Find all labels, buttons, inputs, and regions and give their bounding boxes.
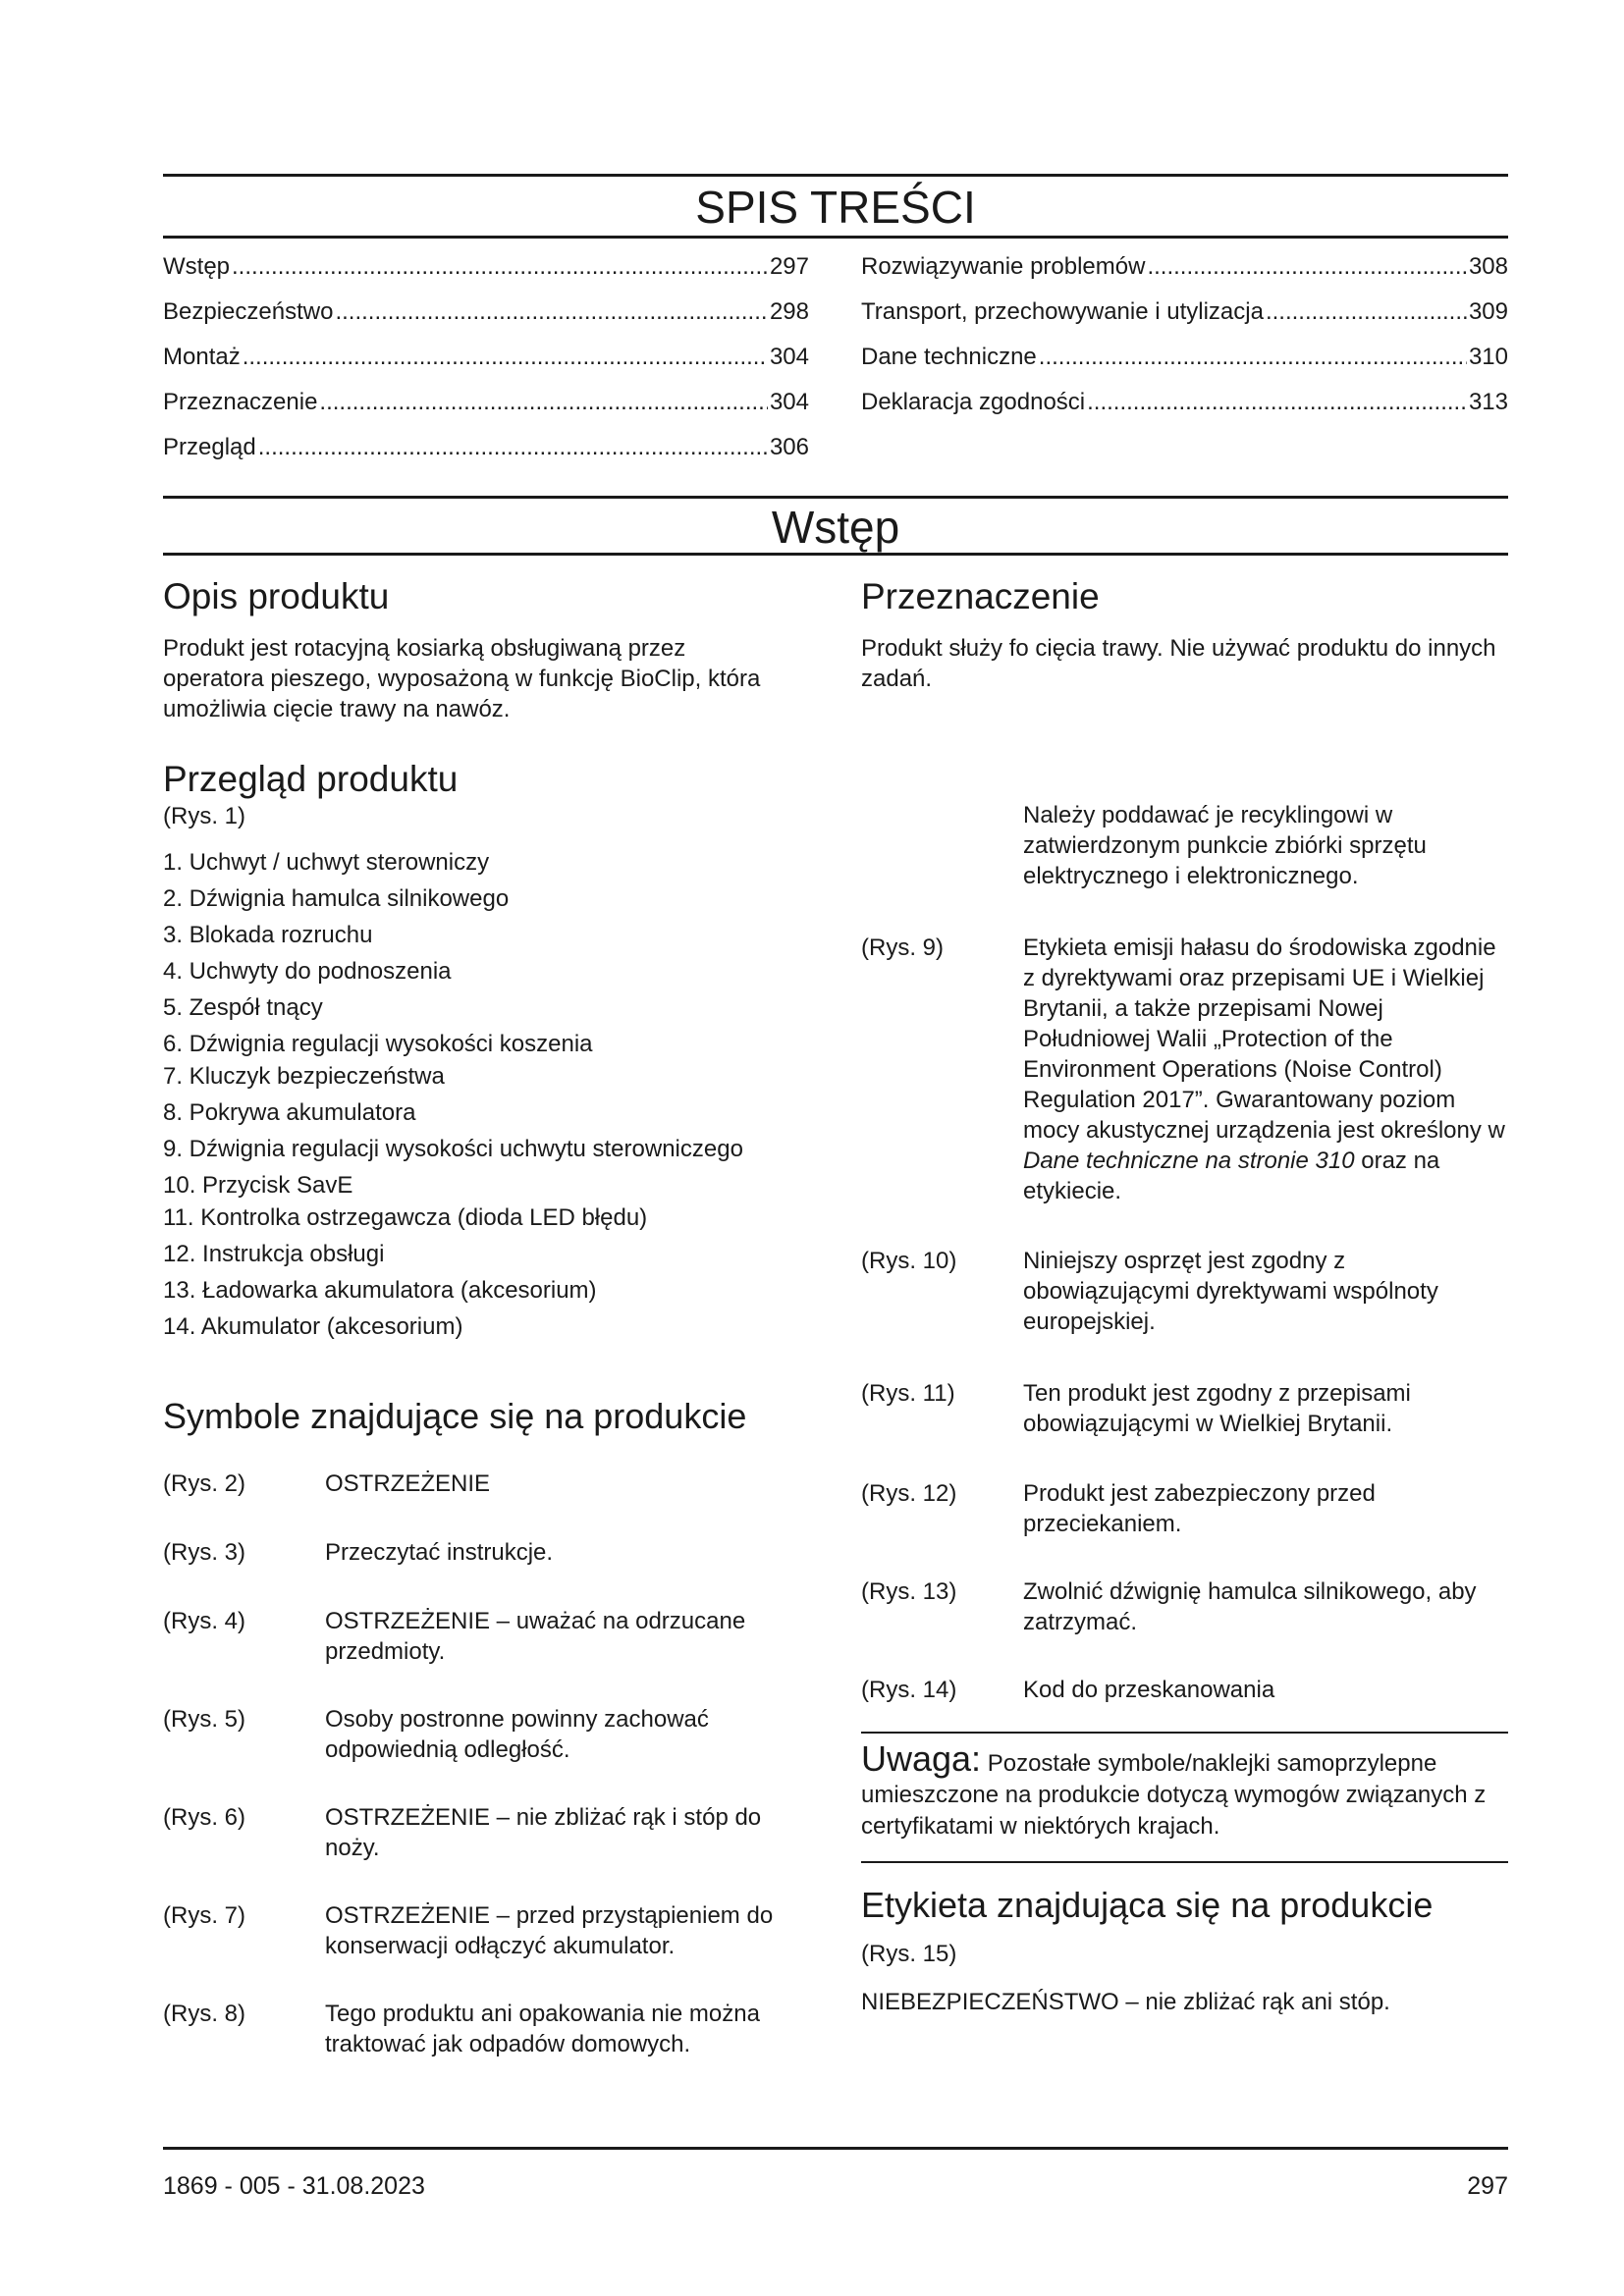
section-bottom-rule	[163, 553, 1508, 556]
list-item: 14. Akumulator (akcesorium)	[163, 1313, 463, 1340]
etykieta-ref: (Rys. 15)	[861, 1941, 957, 1967]
toc-entry-przeznaczenie[interactable]: Przeznaczenie ..... 304	[163, 388, 809, 417]
przeglad-list	[163, 847, 791, 1348]
list-item: 7. Kluczyk bezpieczeństwa	[163, 1063, 445, 1090]
etykieta-heading: Etykieta znajdująca się na produkcie	[861, 1885, 1434, 1925]
list-item: 13. Ładowarka akumulatora (akcesorium)	[163, 1277, 597, 1304]
symbol-row: (Rys. 2) OSTRZEŻENIE	[163, 1470, 491, 1497]
symbol-row: (Rys. 7) OSTRZEŻENIE – przed przystąpieniem do konserwacji odłączyć akumulator.	[163, 1902, 774, 1959]
przeglad-ref: (Rys. 1)	[163, 803, 245, 829]
list-item: 11. Kontrolka ostrzegawcza (dioda LED błędu)	[163, 1204, 648, 1231]
symbol-row: (Rys. 10) Niniejszy osprzęt jest zgodny z obowiązującymi dyrektywami wspólnoty europejskiej.	[861, 1248, 1438, 1335]
list-item: 4. Uchwyty do podnoszenia	[163, 958, 452, 985]
etykieta-text: NIEBEZPIECZEŃSTWO – nie zbliżać rąk ani stóp.	[861, 1989, 1390, 2015]
list-item: 9. Dźwignia regulacji wysokości uchwytu sterowniczego	[163, 1136, 743, 1162]
uwaga-text: Pozostałe symbole/naklejki samoprzylepne umieszczone na produkcie dotyczą wymogów związanych z certyfikatami w niektórych krajach.	[861, 1750, 1487, 1840]
footer-page-number: 297	[1467, 2172, 1508, 2200]
symbol-row: (Rys. 8) Tego produktu ani opakowania nie można traktować jak odpadów domowych.	[163, 2001, 760, 2057]
toc-entry-rozwiazywanie[interactable]: Rozwiązywanie problemów ..... 308	[861, 252, 1508, 282]
list-item: 2. Dźwignia hamulca silnikowego	[163, 885, 510, 912]
toc-entry-wstep[interactable]: Wstęp ..... 297	[163, 252, 809, 282]
symbol-row: (Rys. 6) OSTRZEŻENIE – nie zbliżać rąk i stóp do noży.	[163, 1804, 762, 1861]
uwaga-note	[861, 1738, 1508, 1842]
toc-bottom-rule	[163, 236, 1508, 239]
toc-top-rule	[163, 174, 1508, 177]
footer-rule	[163, 2147, 1508, 2150]
list-item: 10. Przycisk SavE	[163, 1172, 353, 1199]
list-item: 8. Pokrywa akumulatora	[163, 1099, 416, 1126]
toc-entry-montaz[interactable]: Montaż ..... 304	[163, 343, 809, 372]
toc-entry-deklaracja[interactable]: Deklaracja zgodności ..... 313	[861, 388, 1508, 417]
symbol-row: (Rys. 4) OSTRZEŻENIE – uważać na odrzucane przedmioty.	[163, 1608, 746, 1665]
section-title: Wstęp	[771, 502, 900, 553]
list-item: 12. Instrukcja obsługi	[163, 1241, 385, 1267]
symbol-row: (Rys. 12) Produkt jest zabezpieczony przed przeciekaniem.	[861, 1480, 1376, 1537]
note-bottom-rule	[861, 1861, 1508, 1863]
toc-entry-bezpieczenstwo[interactable]: Bezpieczeństwo ..... 298	[163, 297, 809, 327]
symbol-row: (Rys. 13) Zwolnić dźwignię hamulca silnikowego, aby zatrzymać.	[861, 1578, 1477, 1635]
toc-entry-transport[interactable]: Transport, przechowywanie i utylizacja ..... 309	[861, 297, 1508, 327]
section-top-rule	[163, 496, 1508, 499]
list-item: 5. Zespół tnący	[163, 994, 323, 1021]
symbol-rys8-continued: Należy poddawać je recyklingowi w zatwierdzonym punkcie zbiórki sprzętu elektrycznego i elektronicznego.	[1023, 802, 1427, 889]
symbol-row: (Rys. 5) Osoby postronne powinny zachować odpowiednią odległość.	[163, 1706, 709, 1763]
opis-text: Produkt jest rotacyjną kosiarką obsługiwaną przez operatora pieszego, wyposażoną w funkcję BioClip, która umożliwia cięcie trawy na nawóz.	[163, 635, 761, 722]
toc-entry-przeglad[interactable]: Przegląd ..... 306	[163, 433, 809, 462]
symbol-row: (Rys. 11) Ten produkt jest zgodny z przepisami obowiązującymi w Wielkiej Brytanii.	[861, 1380, 1411, 1437]
note-top-rule	[861, 1732, 1508, 1734]
opis-heading: Opis produktu	[163, 576, 390, 616]
uwaga-label: Uwaga:	[861, 1738, 982, 1779]
dane-techniczne-link[interactable]: Dane techniczne na stronie 310	[1023, 1148, 1355, 1174]
symbol-row-rys9: (Rys. 9) Etykieta emisji hałasu do środowiska zgodnie z dyrektywami oraz przepisami UE i Wielkiej Brytanii, a także przepisami Nowej Południowej Walii „Protection of the Environment Operations (Noise Control) Regulation 2017”. Gwarantowany poziom mocy akustycznej urządzenia jest określony w Dane techniczne na stronie 310 oraz na etykiecie.	[861, 934, 1505, 1204]
symbole-heading: Symbole znajdujące się na produkcie	[163, 1396, 747, 1436]
toc-title: SPIS TREŚCI	[695, 182, 976, 233]
przeznaczenie-text: Produkt służy fo cięcia trawy. Nie używać produktu do innych zadań.	[861, 635, 1496, 692]
list-item: 6. Dźwignia regulacji wysokości koszenia	[163, 1031, 593, 1057]
list-item: 3. Blokada rozruchu	[163, 922, 373, 948]
symbol-row: (Rys. 14) Kod do przeskanowania	[861, 1677, 1275, 1703]
przeznaczenie-heading: Przeznaczenie	[861, 576, 1100, 616]
symbol-row: (Rys. 3) Przeczytać instrukcje.	[163, 1539, 554, 1566]
list-item: 1. Uchwyt / uchwyt sterowniczy	[163, 849, 490, 876]
footer-doc-id: 1869 - 005 - 31.08.2023	[163, 2172, 425, 2200]
przeglad-heading: Przegląd produktu	[163, 759, 459, 799]
toc-entry-dane-techniczne[interactable]: Dane techniczne ..... 310	[861, 343, 1508, 372]
